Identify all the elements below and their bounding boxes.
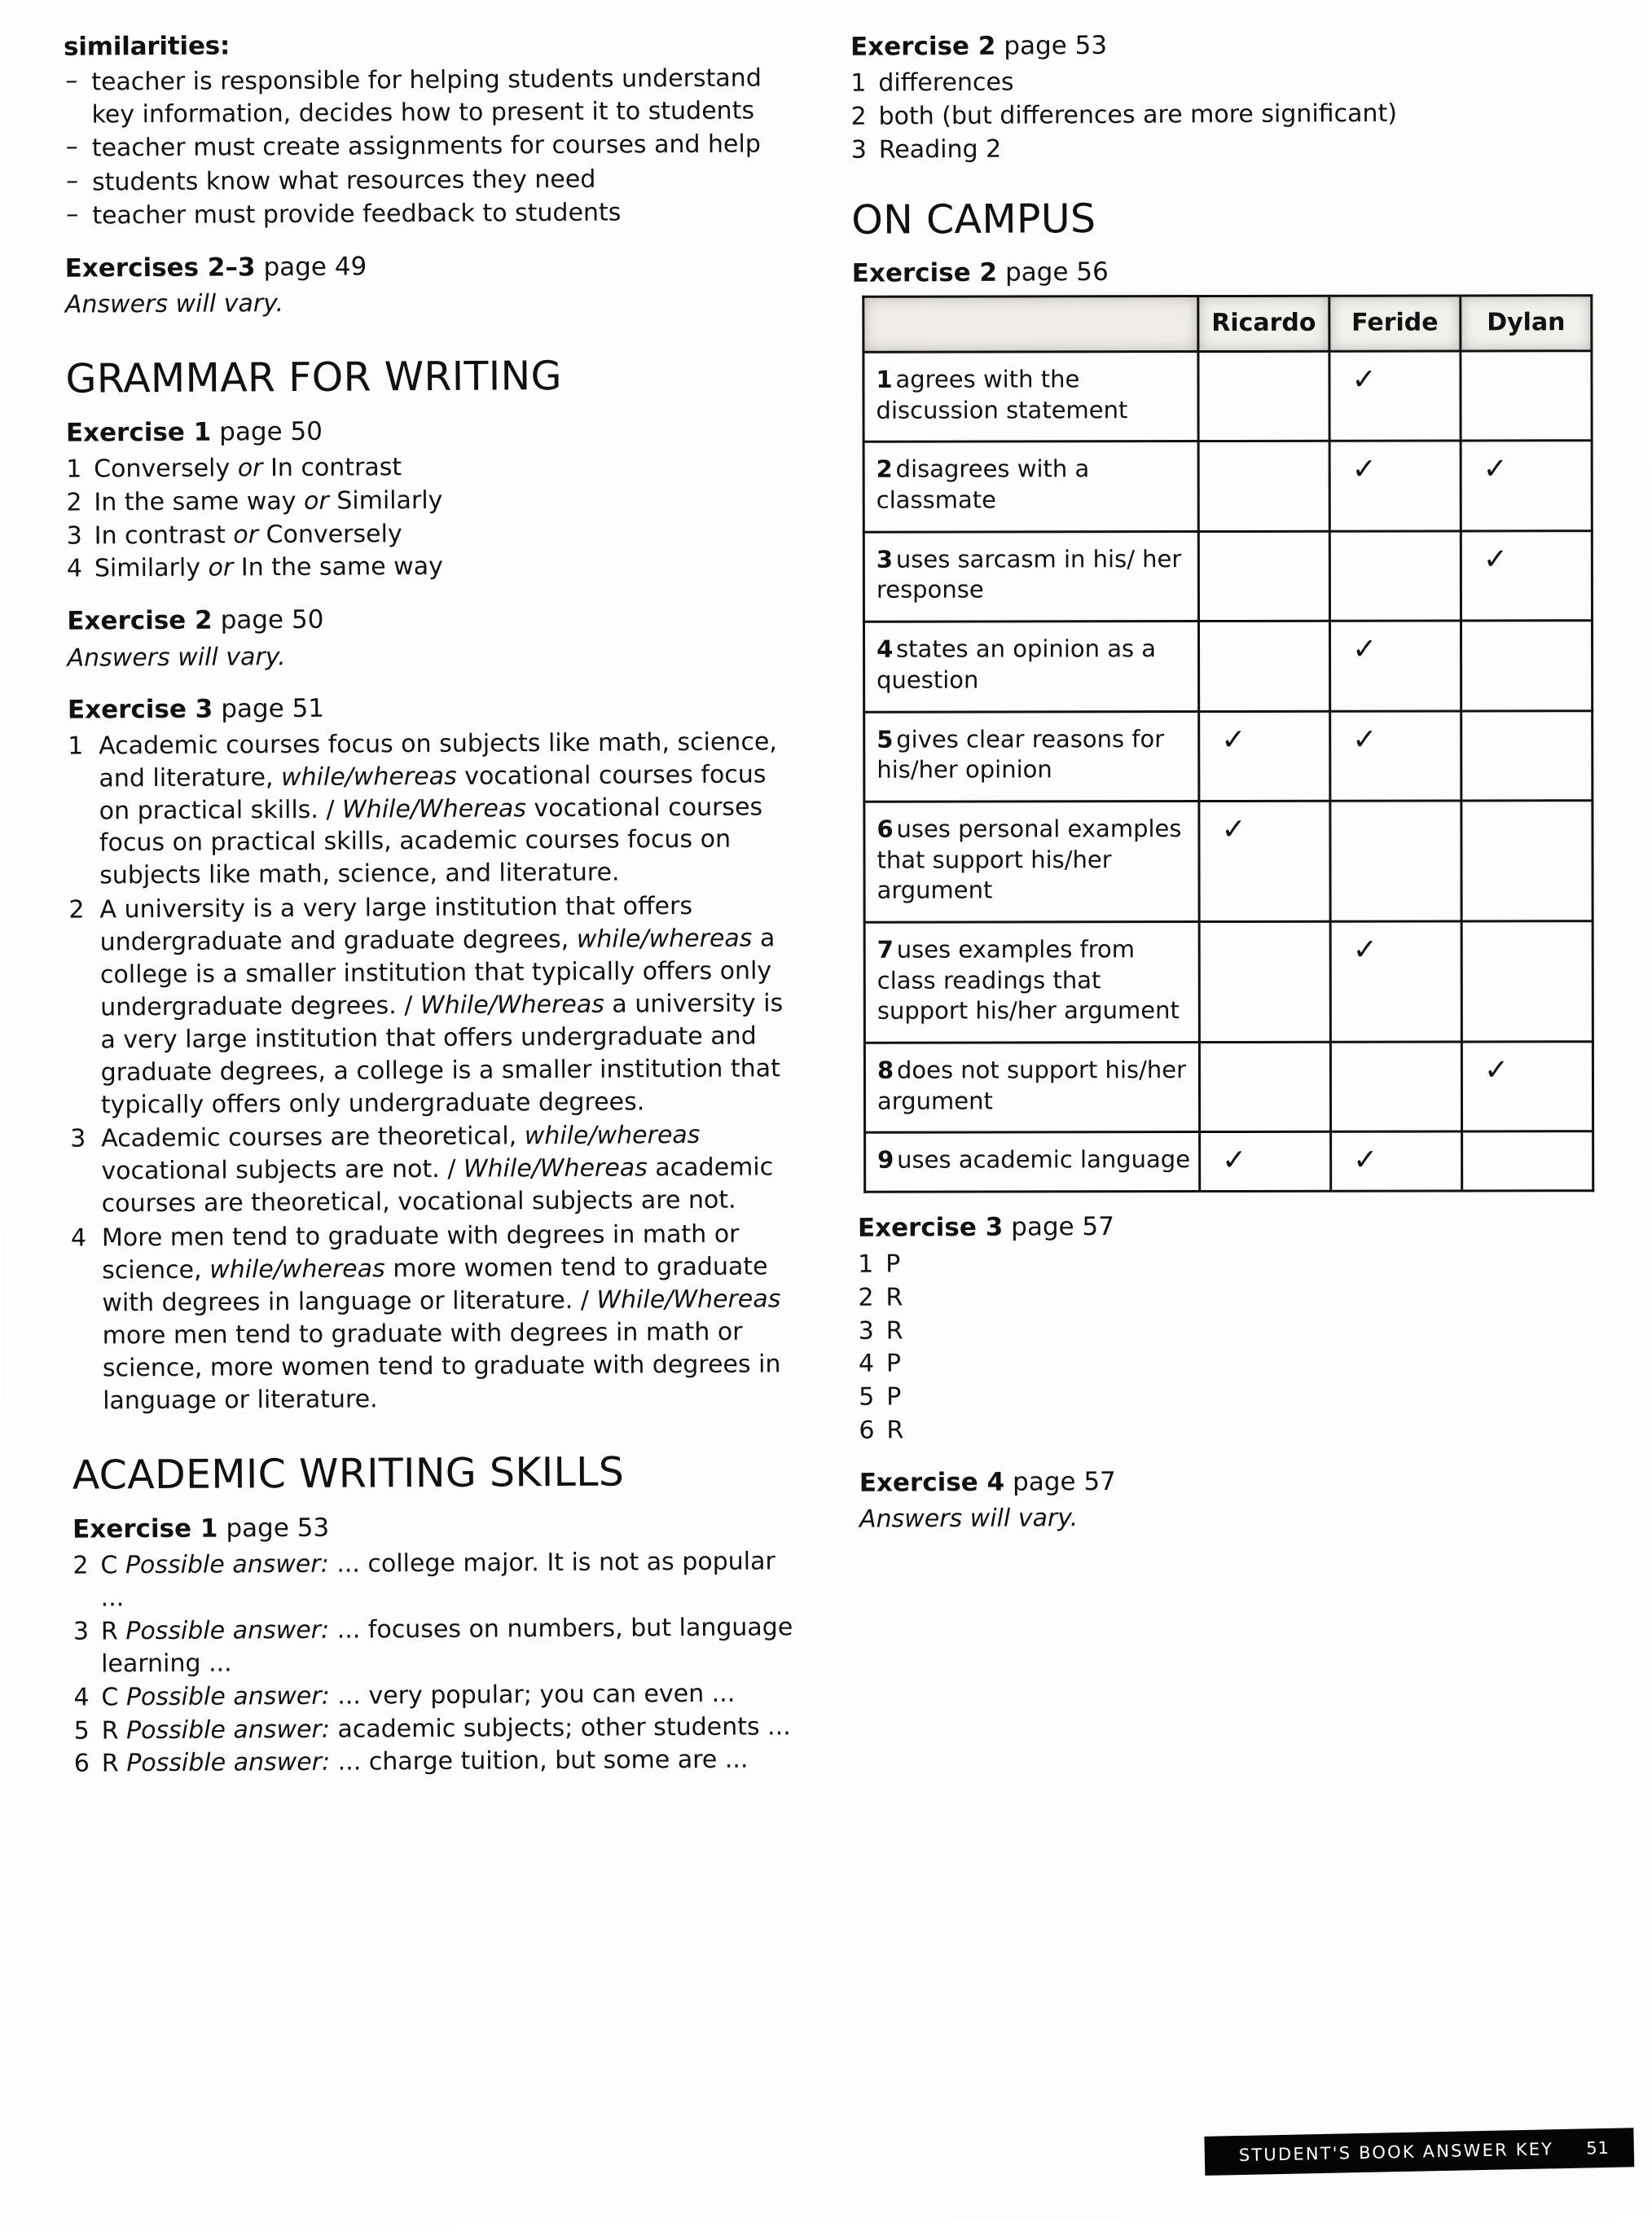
item-number: 4: [73, 1683, 90, 1712]
list-item: [859, 1410, 1592, 1447]
item-number: 6: [73, 1749, 90, 1779]
table-row: [863, 621, 1592, 712]
item-text: R Possible answer: academic subjects; other students ...: [101, 1711, 791, 1745]
exercise-heading-campus-3: [858, 1209, 1591, 1244]
mark-cell-dylan: [1461, 351, 1592, 441]
mark-cell-ricardo: [1199, 922, 1330, 1043]
criterion-cell: 3 uses sarcasm in his/ her response: [863, 532, 1198, 622]
mark-cell-dylan: [1462, 1132, 1593, 1192]
exercise-heading-grammar-3: [68, 691, 801, 726]
right-column: [850, 23, 1594, 1777]
list-item: [66, 449, 799, 485]
list-item: [859, 1311, 1592, 1347]
mark-cell-dylan: [1461, 921, 1593, 1042]
item-text: P: [886, 1382, 902, 1412]
item-number: 1: [850, 68, 867, 98]
table-row: [864, 921, 1593, 1043]
exercise-page: page 49: [263, 252, 367, 283]
list-item: [70, 1119, 804, 1221]
mark-cell-feride: [1330, 921, 1461, 1042]
mark-cell-feride: [1330, 711, 1461, 802]
exercise-heading-grammar-2: [67, 603, 800, 638]
mark-cell-feride: [1330, 1042, 1461, 1132]
table-header-row: [863, 296, 1592, 353]
mark-cell-dylan: [1461, 531, 1592, 622]
item-text: Similarly or In the same way: [94, 552, 443, 583]
item-text: R: [885, 1316, 903, 1346]
criterion-cell: 6 uses personal examples that support his/her argument: [864, 802, 1199, 923]
list-item: [74, 1711, 807, 1747]
mark-cell-ricardo: [1198, 622, 1329, 712]
two-column-layout: [64, 23, 1606, 1781]
exercise-heading-campus-2: [852, 255, 1585, 290]
mark-cell-dylan: [1461, 1042, 1593, 1132]
mark-cell-ricardo: [1199, 802, 1330, 922]
list-item: [73, 1611, 806, 1680]
section-heading-academic-writing-skills: ACADEMIC WRITING SKILLS: [72, 1448, 625, 1500]
exercise-page: page 56: [1004, 257, 1109, 288]
item-text: C Possible answer: ... college major. It is not as popular ...: [100, 1547, 775, 1613]
footer-title: STUDENT'S BOOK ANSWER KEY: [1238, 2139, 1554, 2166]
criterion-cell: 2 disagrees with a classmate: [863, 441, 1198, 532]
similarities-list: [64, 62, 797, 232]
check-icon: ✓: [1352, 723, 1377, 757]
grammar-exercise-1-list: [66, 449, 800, 586]
answer-note: Answers will vary.: [67, 642, 286, 673]
mark-cell-feride: [1329, 531, 1461, 622]
exercise-heading-reading-2: [850, 28, 1584, 63]
criterion-cell: 4 states an opinion as a question: [863, 622, 1198, 712]
mark-cell-ricardo: [1200, 1132, 1331, 1192]
item-number: 4: [858, 1350, 875, 1379]
reading-exercise-2-list: [850, 63, 1584, 166]
item-number: 6: [859, 1416, 875, 1445]
mark-cell-ricardo: [1199, 1043, 1330, 1133]
item-number: 1: [858, 1250, 874, 1279]
mark-cell-dylan: [1461, 441, 1592, 532]
item-number: 3: [70, 1124, 86, 1154]
list-item: [859, 1377, 1592, 1414]
exercise-page: page 50: [219, 416, 323, 447]
criterion-cell: 5 gives clear reasons for his/her opinion: [864, 712, 1199, 802]
item-text: R: [885, 1283, 903, 1312]
table-header-dylan: Dylan: [1461, 296, 1592, 351]
table-row: [863, 441, 1592, 533]
item-number: 3: [66, 521, 82, 551]
table-row: [865, 1132, 1593, 1193]
item-number: 3: [850, 135, 867, 165]
exercise-label: Exercise 3: [857, 1212, 1004, 1243]
list-item: – teacher must provide feedback to students: [64, 196, 797, 233]
item-text: P: [885, 1250, 901, 1279]
list-item: [859, 1344, 1592, 1381]
exercise-label: Exercises 2–3: [64, 253, 256, 283]
list-item: [73, 1677, 806, 1714]
item-text: R Possible answer: ... charge tuition, but some are ...: [101, 1745, 749, 1778]
mark-cell-feride: [1330, 801, 1461, 921]
table-header: [863, 296, 1592, 353]
list-item: [71, 1218, 805, 1417]
item-text: C Possible answer: ... very popular; you can even ...: [101, 1679, 736, 1712]
exercise-page: page 57: [1013, 1466, 1116, 1497]
grammar-exercise-3-list: [68, 726, 805, 1417]
list-item: [74, 1744, 807, 1781]
item-number: 1: [68, 731, 84, 761]
item-number: 2: [858, 1283, 874, 1312]
exercise-label: Exercise 4: [859, 1467, 1005, 1498]
exercise-label: Exercise 3: [67, 694, 213, 725]
item-text: Academic courses focus on subjects like math, science, and literature, while/whereas vocational courses focus on practical skills. / While/Whereas vocational courses focus on practical skills, academic courses focus on subjects like math, science, and literature.: [99, 727, 777, 890]
list-item: [67, 549, 800, 586]
left-column: [64, 28, 807, 1781]
item-text: In the same way or Similarly: [94, 485, 443, 517]
exercise-label: Exercise 1: [65, 417, 212, 448]
item-text: More men tend to graduate with degrees in math or science, while/whereas more women tend to graduate with degrees in language or literature. / While/Whereas more men tend to graduate with degrees in math or science, more women tend to graduate with degrees in language or literature.: [101, 1219, 781, 1415]
mark-cell-dylan: [1461, 801, 1593, 921]
exercise-heading-campus-4: [859, 1464, 1593, 1499]
criterion-cell: 1 agrees with the discussion statement: [863, 352, 1198, 442]
table-row: [863, 531, 1592, 622]
exercise-label: Exercise 2: [850, 31, 996, 62]
criterion-cell: 7 uses examples from class readings that support his/her argument: [864, 922, 1199, 1043]
criterion-cell: 8 does not support his/her argument: [864, 1043, 1199, 1133]
item-number: 3: [72, 1617, 90, 1646]
list-item: – teacher must create assignments for courses and help: [64, 128, 797, 165]
exercise-heading-2-3: [65, 249, 798, 284]
table-row: [863, 351, 1592, 442]
section-heading-grammar: GRAMMAR FOR WRITING: [65, 353, 562, 402]
table-header-criteria: [863, 296, 1198, 353]
aws-exercise-1-list: [72, 1545, 807, 1781]
mark-cell-feride: [1329, 441, 1461, 532]
list-item: [858, 1277, 1591, 1314]
check-icon: ✓: [1222, 1144, 1247, 1178]
item-text: R Possible answer: ... focuses on numbers, but language learning ...: [100, 1613, 793, 1679]
item-number: 4: [70, 1223, 87, 1253]
item-text: In contrast or Conversely: [94, 519, 402, 551]
discussion-criteria-table: [862, 295, 1594, 1194]
exercise-page: page 53: [1004, 30, 1108, 61]
item-text: Reading 2: [878, 134, 1002, 165]
item-text: R: [886, 1416, 904, 1445]
check-icon: ✓: [1352, 933, 1377, 968]
footer-page-number: 51: [1585, 2137, 1610, 2159]
similarities-heading: similarities:: [63, 31, 231, 62]
item-text: A university is a very large institution that offers undergraduate and graduate degrees, while/whereas a college is a smaller institution that typically offers only undergraduate degrees. / While/Whereas a university is a very large institution that offers undergraduate and graduate degrees, a college is a smaller institution that typically offers only undergraduate degrees.: [99, 892, 784, 1119]
check-icon: ✓: [1483, 542, 1509, 577]
item-number: 2: [68, 895, 85, 925]
table-body: [863, 351, 1593, 1193]
answer-note: Answers will vary.: [859, 1504, 1079, 1535]
exercise-heading-grammar-1: [66, 414, 799, 449]
mark-cell-ricardo: [1198, 441, 1329, 532]
list-item: [68, 726, 802, 893]
check-icon: ✓: [1483, 453, 1508, 487]
check-icon: ✓: [1221, 813, 1246, 847]
list-item: [72, 1545, 806, 1614]
list-item: – teacher is responsible for helping students understand key information, decides how to present it to students: [64, 62, 797, 131]
item-number: 2: [850, 102, 867, 131]
item-text: P: [885, 1349, 902, 1378]
check-icon: ✓: [1221, 723, 1246, 757]
item-number: 5: [859, 1382, 875, 1412]
table-header-ricardo: Ricardo: [1198, 296, 1329, 352]
exercise-page: page 51: [221, 693, 325, 724]
exercise-heading-aws-1: [72, 1510, 806, 1545]
list-item: [68, 889, 803, 1122]
item-number: 4: [66, 555, 83, 584]
section-heading-on-campus: ON CAMPUS: [851, 195, 1096, 244]
exercise-page: page 57: [1011, 1211, 1115, 1242]
check-icon: ✓: [1483, 1053, 1509, 1087]
mark-cell-dylan: [1461, 621, 1592, 711]
list-item: [850, 63, 1584, 99]
item-number: 2: [72, 1551, 89, 1580]
check-icon: ✓: [1352, 633, 1377, 667]
mark-cell-ricardo: [1199, 711, 1330, 802]
mark-cell-ricardo: [1198, 352, 1329, 442]
item-number: 3: [858, 1316, 874, 1346]
table-header-feride: Feride: [1329, 296, 1461, 351]
mark-cell-feride: [1329, 622, 1461, 712]
item-text: both (but differences are more significant): [878, 99, 1398, 131]
exercise-page: page 50: [220, 605, 324, 635]
footer-banner: [1204, 2128, 1634, 2176]
exercise-label: Exercise 2: [851, 257, 998, 289]
list-item: [66, 482, 799, 519]
check-icon: ✓: [1351, 453, 1377, 487]
list-item: [858, 1244, 1591, 1280]
list-item: [851, 130, 1584, 166]
mark-cell-dylan: [1461, 711, 1593, 802]
list-item: – students know what resources they need: [64, 162, 797, 199]
item-number: 5: [73, 1716, 90, 1746]
item-number: 1: [66, 455, 82, 484]
list-item: [850, 96, 1584, 133]
exercise-page: page 53: [226, 1513, 330, 1544]
item-text: differences: [878, 68, 1014, 98]
check-icon: ✓: [1353, 1144, 1378, 1178]
criterion-cell: 9 uses academic language: [865, 1132, 1200, 1192]
check-icon: ✓: [1351, 363, 1377, 398]
exercise-label: Exercise 2: [67, 605, 213, 637]
mark-cell-feride: [1331, 1132, 1462, 1192]
item-text: Conversely or In contrast: [94, 452, 402, 484]
item-number: 2: [66, 488, 82, 517]
exercise-label: Exercise 1: [72, 1513, 218, 1544]
list-item: [67, 516, 800, 552]
campus-exercise-3-list: [858, 1244, 1592, 1447]
answer-note: Answers will vary.: [64, 289, 284, 319]
table-row: [864, 711, 1593, 802]
table-row: [864, 801, 1593, 923]
table-row: [864, 1042, 1593, 1133]
mark-cell-feride: [1329, 351, 1461, 441]
item-text: Academic courses are theoretical, while/whereas vocational subjects are not. / While/Whereas academic courses are theoretical, vocational subjects are not.: [101, 1121, 774, 1219]
mark-cell-ricardo: [1198, 531, 1329, 622]
